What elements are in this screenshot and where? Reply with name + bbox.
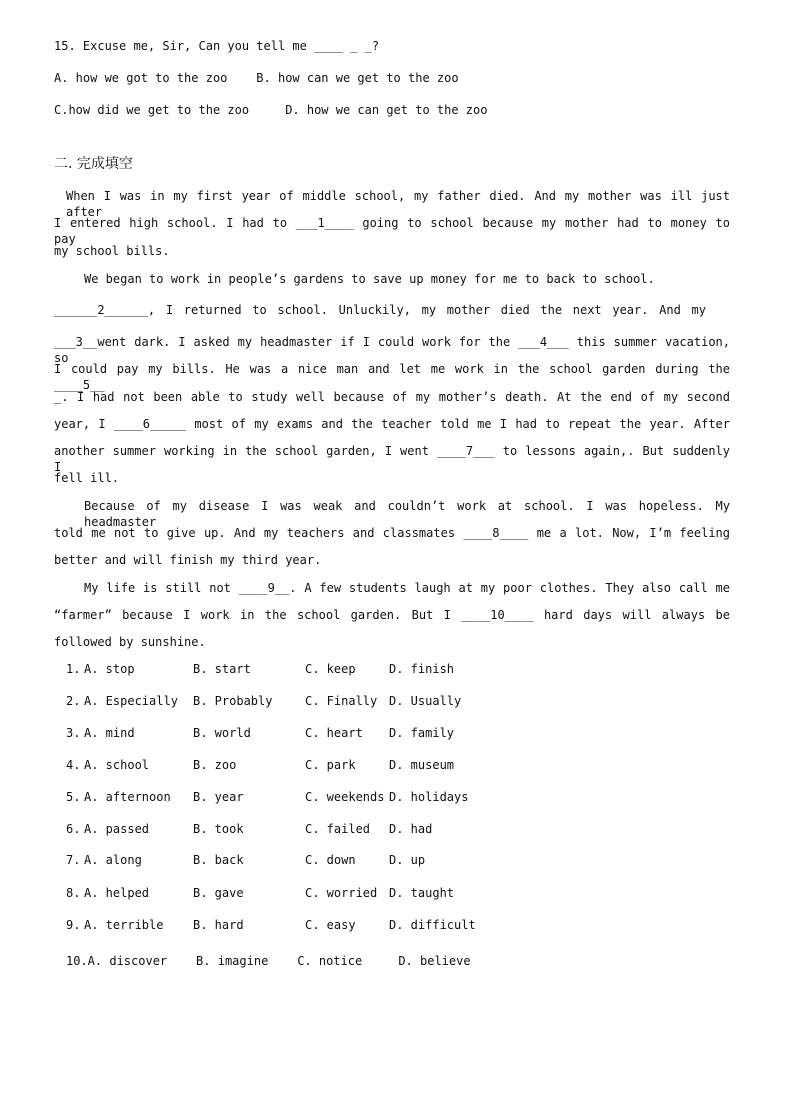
passage-line: _. I had not been able to study well because of my mother’s death. At the end of my second: [54, 390, 730, 404]
choice-d: D. taught: [389, 886, 455, 900]
section-heading: 二. 完成填空: [54, 156, 133, 172]
choice-number: 4.: [66, 758, 81, 772]
passage-line: When I was in my first year of middle school, my father died. And my mother was ill just after: [66, 189, 730, 219]
passage-line: better and will finish my third year.: [54, 553, 322, 567]
passage-line: My life is still not ____9__. A few students laugh at my poor clothes. They also call me: [84, 581, 730, 595]
choice-row: [66, 789, 546, 805]
choice-c: C. keep: [305, 662, 356, 676]
passage-line: I could pay my bills. He was a nice man and let me work in the school garden during the ____5__: [54, 362, 730, 392]
choice-row-10: 10.A. discover B. imagine C. notice D. believe: [66, 954, 471, 968]
choice-row: [66, 693, 546, 709]
passage-line: I entered high school. I had to ___1____ going to school because my mother had to money to pay: [54, 216, 730, 246]
passage-line: ______2______, I returned to school. Unluckily, my mother died the next year. And my: [54, 303, 706, 317]
choice-a: A. helped: [84, 886, 150, 900]
choice-row: [66, 885, 546, 901]
choice-a: A. Especially: [84, 694, 178, 708]
choice-number: 1.: [66, 662, 81, 676]
question-15-options-ab: A. how we got to the zoo B. how can we get to the zoo: [54, 71, 459, 85]
question-15-stem: 15. Excuse me, Sir, Can you tell me ____ _ _?: [54, 39, 380, 53]
choice-number: 7.: [66, 853, 81, 867]
choice-c: C. park: [305, 758, 356, 772]
passage-line: my school bills.: [54, 244, 170, 258]
choice-a: A. afternoon: [84, 790, 171, 804]
choice-number: 3.: [66, 726, 81, 740]
choice-b: B. zoo: [193, 758, 237, 772]
choice-d: D. museum: [389, 758, 455, 772]
choice-a: A. stop: [84, 662, 135, 676]
choice-a: A. terrible: [84, 918, 164, 932]
choice-number: 9.: [66, 918, 81, 932]
choice-a: A. along: [84, 853, 142, 867]
choice-b: B. year: [193, 790, 244, 804]
choice-c: C. worried: [305, 886, 378, 900]
choice-d: D. family: [389, 726, 455, 740]
choice-b: B. gave: [193, 886, 244, 900]
choice-d: D. finish: [389, 662, 455, 676]
question-15-options-cd: C.how did we get to the zoo D. how we can get to the zoo: [54, 103, 488, 117]
passage-line: another summer working in the school garden, I went ____7___ to lessons again,. But suddenly I: [54, 444, 730, 474]
passage-line: told me not to give up. And my teachers and classmates ____8____ me a lot. Now, I’m feeling: [54, 526, 730, 540]
choice-b: B. Probably: [193, 694, 273, 708]
choice-b: B. start: [193, 662, 251, 676]
choice-d: D. up: [389, 853, 426, 867]
choice-row: [66, 725, 546, 741]
choice-b: B. world: [193, 726, 251, 740]
choice-a: A. school: [84, 758, 150, 772]
passage-line: followed by sunshine.: [54, 635, 206, 649]
choice-row: [66, 917, 546, 933]
choice-number: 8.: [66, 886, 81, 900]
choice-b: B. back: [193, 853, 244, 867]
choice-b: B. took: [193, 822, 244, 836]
choice-c: C. heart: [305, 726, 363, 740]
choice-number: 2.: [66, 694, 81, 708]
choice-c: C. Finally: [305, 694, 378, 708]
passage-line: fell ill.: [54, 471, 120, 485]
choice-d: D. Usually: [389, 694, 462, 708]
choice-c: C. easy: [305, 918, 356, 932]
choice-row: [66, 661, 546, 677]
passage-line: “farmer” because I work in the school garden. But I ____10____ hard days will always be: [54, 608, 730, 622]
choice-a: A. passed: [84, 822, 150, 836]
choice-c: C. weekends: [305, 790, 385, 804]
choice-b: B. hard: [193, 918, 244, 932]
choice-c: C. down: [305, 853, 356, 867]
choice-d: D. had: [389, 822, 433, 836]
choice-c: C. failed: [305, 822, 371, 836]
choice-d: D. difficult: [389, 918, 476, 932]
passage-line: We began to work in people’s gardens to save up money for me to back to school.: [84, 272, 655, 286]
passage-line: Because of my disease I was weak and couldn’t work at school. I was hopeless. My headmaster: [84, 499, 730, 529]
choice-a: A. mind: [84, 726, 135, 740]
choice-number: 6.: [66, 822, 81, 836]
passage-line: year, I ____6_____ most of my exams and the teacher told me I had to repeat the year. After: [54, 417, 730, 431]
choice-number: 5.: [66, 790, 81, 804]
choice-row: [66, 852, 546, 868]
choice-row: [66, 757, 546, 773]
choice-d: D. holidays: [389, 790, 469, 804]
passage-line: ___3__went dark. I asked my headmaster if I could work for the ___4___ this summer vacation, so: [54, 335, 730, 365]
choice-row: [66, 821, 546, 837]
